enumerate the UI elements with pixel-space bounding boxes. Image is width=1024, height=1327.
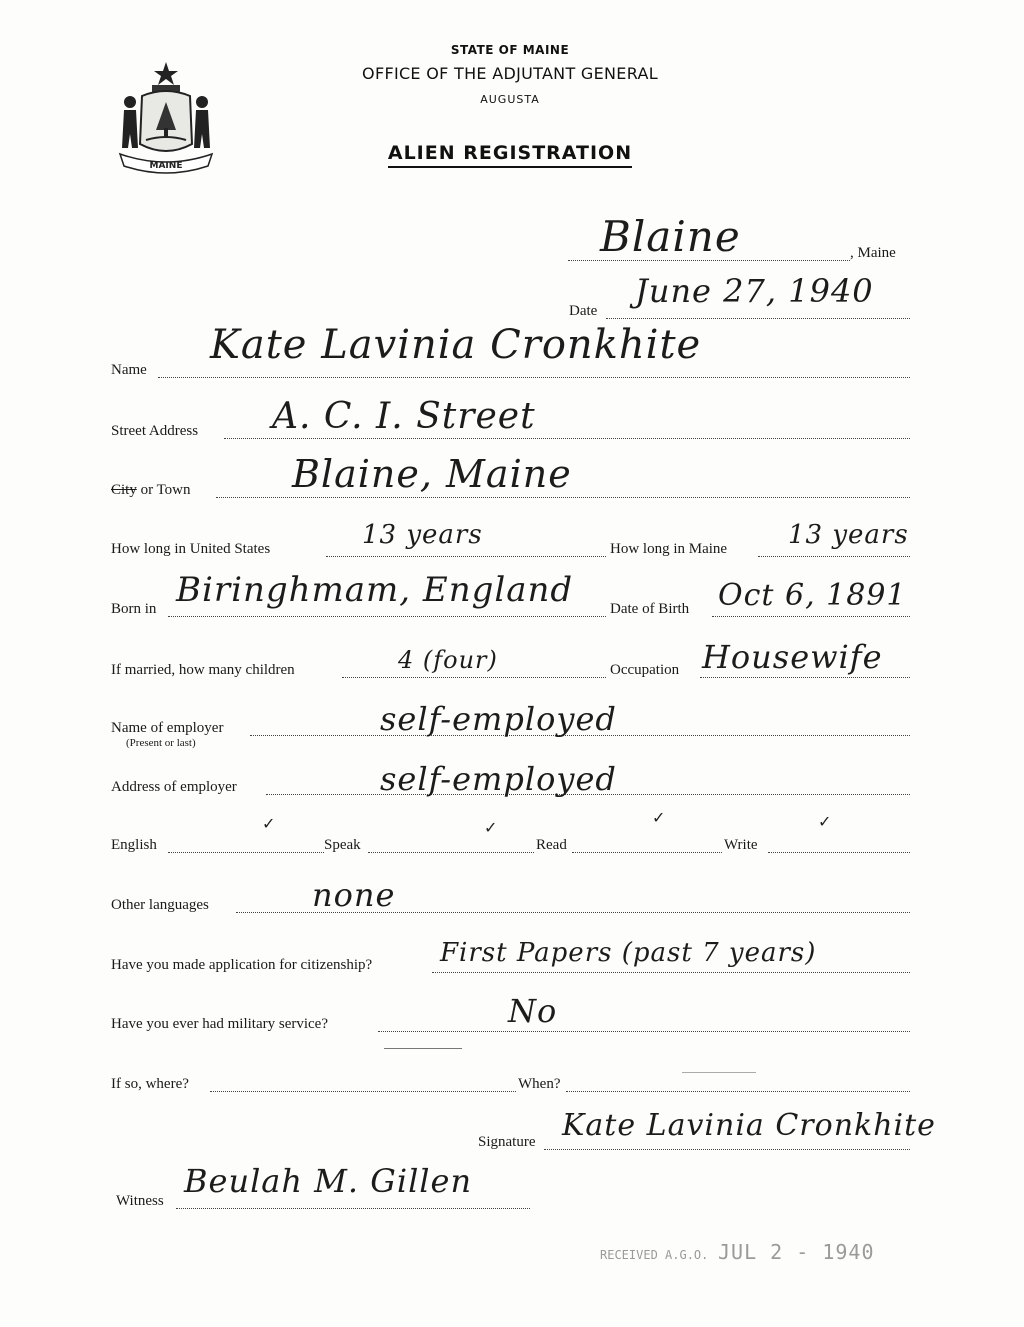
witness-label: Witness (116, 1193, 164, 1209)
street-line (224, 438, 910, 439)
read-line (572, 852, 722, 853)
how-long-us-entry: 13 years (362, 520, 483, 550)
occupation-line (700, 677, 910, 678)
read-label: Read (536, 837, 567, 853)
citizenship-label: Have you made application for citizenship? (111, 957, 373, 973)
citizenship-entry: First Papers (past 7 years) (440, 938, 817, 968)
how-long-us-line (326, 556, 606, 557)
military-line (378, 1031, 910, 1032)
military-label: Have you ever had military service? (111, 1016, 328, 1032)
military-stroke (384, 1048, 462, 1049)
svg-text:MAINE: MAINE (149, 161, 183, 171)
date-entry: June 27, 1940 (635, 272, 874, 310)
city-label: City or Town (111, 482, 191, 498)
name-label: Name (111, 362, 147, 378)
born-in-entry: Biringhmam, England (176, 570, 574, 610)
children-entry: 4 (four) (398, 646, 498, 674)
occupation-entry: Housewife (702, 638, 883, 676)
date-line (606, 318, 910, 319)
dob-label: Date of Birth (610, 601, 690, 617)
when-label: When? (518, 1076, 561, 1092)
born-in-line (168, 616, 606, 617)
header-city: AUGUSTA (480, 93, 540, 106)
read-check: ✓ (652, 810, 666, 827)
write-line (768, 852, 910, 853)
city-entry: Blaine, Maine (292, 452, 572, 496)
born-in-label: Born in (111, 601, 157, 617)
how-long-maine-entry: 13 years (788, 520, 909, 550)
citizenship-line (432, 972, 910, 973)
speak-line (368, 852, 534, 853)
how-long-us-label: How long in United States (111, 541, 271, 557)
employer-name-label: Name of employer (111, 720, 224, 736)
speak-check: ✓ (484, 820, 498, 837)
when-stroke (682, 1072, 756, 1073)
signature-entry: Kate Lavinia Cronkhite (562, 1108, 936, 1143)
other-languages-label: Other languages (111, 897, 209, 913)
maine-state-seal-icon (112, 58, 220, 186)
employer-sub-label: (Present or last) (126, 737, 196, 749)
street-entry: A. C. I. Street (272, 396, 536, 437)
employer-address-label: Address of employer (111, 779, 237, 795)
place-entry: Blaine (600, 212, 741, 261)
signature-line (544, 1149, 910, 1150)
children-line (342, 677, 606, 678)
name-entry: Kate Lavinia Cronkhite (210, 322, 702, 368)
children-label: If married, how many children (111, 662, 295, 678)
maine-label: , Maine (850, 245, 896, 261)
where-line (210, 1091, 516, 1092)
street-label: Street Address (111, 423, 199, 439)
received-stamp: RECEIVED A.G.O. JUL 2 - 1940 (600, 1240, 875, 1264)
english-line (168, 852, 324, 853)
name-line (158, 377, 910, 378)
form-title: ALIEN REGISTRATION (300, 142, 720, 164)
speak-label: Speak (324, 837, 361, 853)
where-label: If so, where? (111, 1076, 189, 1092)
when-line (566, 1091, 910, 1092)
employer-name-entry: self-employed (380, 700, 617, 738)
header-state: STATE OF MAINE (450, 43, 570, 57)
english-check: ✓ (262, 816, 276, 833)
occupation-label: Occupation (610, 662, 680, 678)
signature-label: Signature (478, 1134, 536, 1150)
witness-entry: Beulah M. Gillen (184, 1162, 473, 1200)
how-long-maine-line (758, 556, 910, 557)
date-label: Date (569, 303, 598, 319)
how-long-maine-label: How long in Maine (610, 541, 728, 557)
military-entry: No (508, 992, 558, 1030)
dob-line (712, 616, 910, 617)
write-label: Write (724, 837, 758, 853)
other-languages-entry: none (312, 876, 396, 914)
dob-entry: Oct 6, 1891 (718, 578, 907, 613)
header-office: OFFICE OF THE ADJUTANT GENERAL (362, 64, 658, 83)
write-check: ✓ (818, 814, 832, 831)
employer-address-entry: self-employed (380, 760, 617, 798)
english-label: English (111, 837, 157, 853)
city-line (216, 497, 910, 498)
witness-line (176, 1208, 530, 1209)
